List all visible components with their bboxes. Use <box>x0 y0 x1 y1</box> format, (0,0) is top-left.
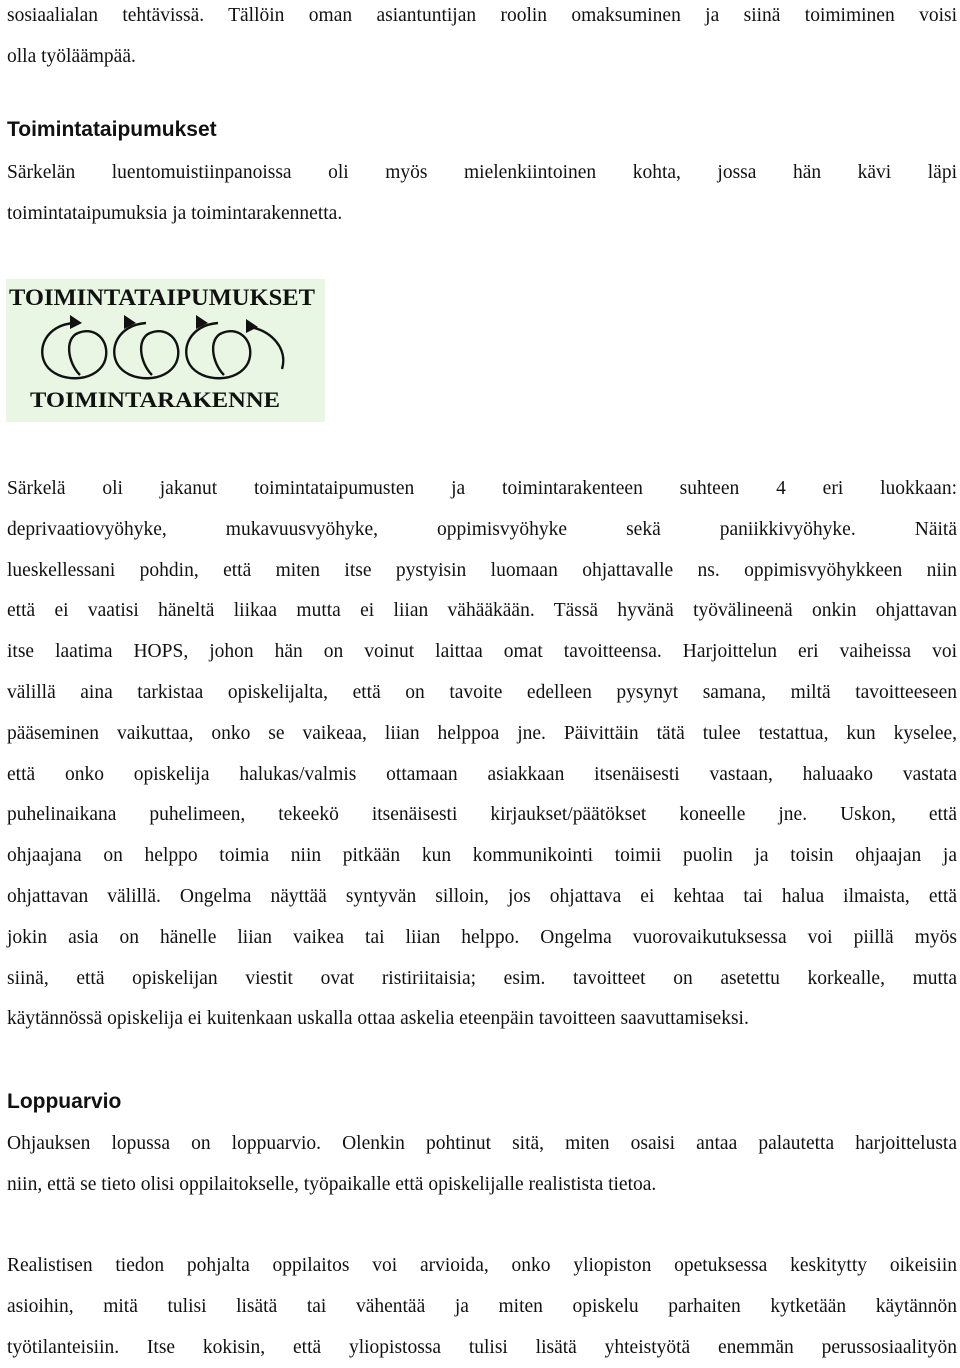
text-line: pääseminen vaikuttaa, onko se vaikeaa, liian helppoa jne. Päivittäin tätä tulee testattua, kun kyselee, <box>7 722 957 744</box>
text-line: deprivaatiovyöhyke, mukavuusvyöhyke, oppimisvyöhyke sekä paniikkivyöhyke. Näitä <box>7 518 957 540</box>
text-line: puhelinaikana puhelimeen, tekeekö itsenäisesti kirjaukset/päätökset koneelle jne. Uskon, että <box>7 804 957 826</box>
text-line: toimintataipumuksia ja toimintarakennetta. <box>7 202 343 224</box>
text-line: välillä aina tarkistaa opiskelijalta, että on tavoite edelleen pysynyt samana, miltä tavoitteeseen <box>7 681 957 703</box>
text-line: siinä, että opiskelijan viestit ovat ristiriitaisia; esim. tavoitteet on asetettu korkealle, mutta <box>7 967 957 989</box>
text-line: ohjattavan välillä. Ongelma näyttää syntyvän silloin, jos ohjattava ei kehtaa tai halua ilmaista, että <box>7 885 957 907</box>
intro-paragraph <box>7 0 957 78</box>
section1-paragraph <box>7 153 957 235</box>
text-line: sosiaalialan tehtävissä. Tällöin oman asiantuntijan roolin omaksuminen ja siinä toimiminen voisi <box>7 5 957 26</box>
text-line: että onko opiskelija halukas/valmis ottamaan asiakkaan itsenäisesti vastaan, haluaako vastata <box>7 763 957 785</box>
figure-top-label: TOIMINTATAIPUMUKSET <box>9 285 315 310</box>
text-line: niin, että se tieto olisi oppilaitokselle, työpaikalle että opiskelijalle realistista tietoa. <box>7 1173 657 1195</box>
body-paragraph <box>7 469 957 1040</box>
text-line: lueskellessani pohdin, että miten itse pystyisin luomaan ohjattavalle ns. oppimisvyöhykkeen niin <box>7 559 957 581</box>
text-line: Särkelän luentomuistiinpanoissa oli myös mielenkiintoinen kohta, jossa hän kävi läpi <box>7 162 957 183</box>
text-line: olla työläämpää. <box>7 45 136 67</box>
text-line: itse laatima HOPS, johon hän on voinut laittaa omat tavoitteensa. Harjoittelun eri vaiheissa voi <box>7 641 957 663</box>
section-heading-toimintataipumukset: Toimintataipumukset <box>7 118 217 141</box>
text-line: jokin asia on hänelle liian vaikea tai liian helppo. Ongelma vuorovaikutuksessa voi piillä myös <box>7 926 957 948</box>
figure-graphic <box>6 279 325 422</box>
section2-paragraph <box>7 1124 957 1206</box>
text-line: Realistisen tiedon pohjalta oppilaitos voi arvioida, onko yliopiston opetuksessa keskitytty oikeisiin <box>7 1255 957 1276</box>
text-line: Ohjauksen lopussa on loppuarvio. Olenkin pohtinut sitä, miten osaisi antaa palautetta harjoittelusta <box>7 1133 957 1154</box>
text-line: työtilanteisiin. Itse kokisin, että yliopistossa tulisi lisätä yhteistyötä enemmän perussosiaalityön <box>7 1336 957 1358</box>
text-line: että ei vaatisi häneltä liikaa mutta ei liian vähääkään. Tässä hyvänä työvälineenä onkin ohjattavan <box>7 600 957 622</box>
toimintataipumukset-figure <box>6 279 325 422</box>
text-line: asioihin, mitä tulisi lisätä tai vähentää ja miten opiskelu parhaiten kytketään käytännön <box>7 1295 957 1317</box>
text-line: Särkelä oli jakanut toimintataipumusten ja toimintarakenteen suhteen 4 eri luokkaan: <box>7 478 957 499</box>
text-line: ohjaajana on helppo toimia niin pitkään kun kommunikointi toimii puolin ja toisin ohjaajan ja <box>7 845 957 867</box>
section-heading-loppuarvio: Loppuarvio <box>7 1090 122 1113</box>
final-paragraph <box>7 1246 957 1368</box>
figure-bottom-label: TOIMINTARAKENNE <box>30 387 280 412</box>
text-line: käytännössä opiskelija ei kuitenkaan uskalla ottaa askelia eteenpäin tavoitteen saavuttamiseksi. <box>7 1008 749 1030</box>
